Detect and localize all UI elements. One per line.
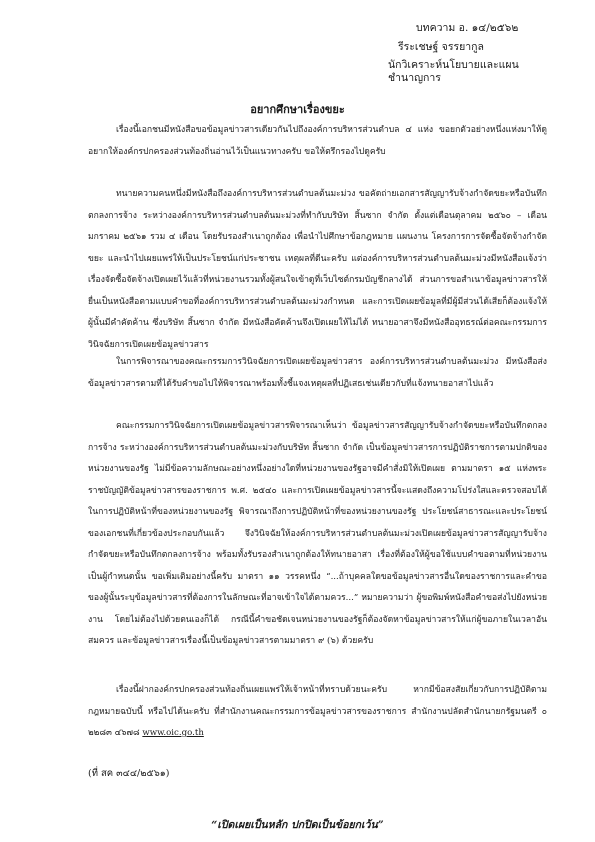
motto: “เปิดเผยเป็นหลัก ปกปิดเป็นข้อยกเว้น” [211,819,384,831]
doc-header [388,22,543,84]
paragraph-5-text: เรื่องนี้ฝากองค์กรปกครองส่วนท้องถิ่นเผยแพร่ให้เจ้าหน้าที่ทราบด้วยนะครับ หากมีข้อสงสัยเกี่ยวกับการปฏิบัติตามกฎหมายฉบับนี้ หรือไปได้นะครับ ที่สำนักงานคณะกรรมการข้อมูลข่าวสารของราชการ สำนักงานปลัดสำนักนายกรัฐมนตรี ๐ ๒๒๘๓ ๔๖๗๘ [88,685,547,738]
paragraph-4-text: คณะกรรมการวินิจฉัยการเปิดเผยข้อมูลข่าวสารพิจารณาเห็นว่า ข้อมูลข่าวสารสัญญารับจ้างกำจัดขยะหรือบันทึกตกลงการจ้าง ระหว่างองค์การบริหารส่วนตำบลต้นมะม่วงกับบริษัท สิ้นซาก จำกัด เป็นข้อมูลข่าวสารการปฏิบัติราชการตามปกติของหน่วยงานของรัฐ ไม่มีข้อความลักษณะอย่างหนึ่งอย่างใดที่หน่วยงานของรัฐอาจมีคำสั่งมิให้เปิดเผย ตามมาตรา ๑๕ แห่งพระราชบัญญัติข้อมูลข่าวสารของราชการ พ.ศ. ๒๕๔๐ และการเปิดเผยข้อมูลข่าวสารนี้จะแสดงถึงความโปร่งใสและตรวจสอบได้ในการปฏิบัติหน้าที่ของหน่วยงานของรัฐ พิจารณาถึงการปฏิบัติหน้าที่ของหน่วยงานของรัฐ ประโยชน์สาธารณะและประโยชน์ของเอกชนที่เกี่ยวข้องประกอบกันแล้ว จึงวินิจฉัยให้องค์การบริหารส่วนตำบลต้นมะม่วงเปิดเผยข้อมูลข่าวสารสัญญารับจ้างกำจัดขยะหรือบันทึกตกลงการจ้าง พร้อมทั้งรับรองสำเนาถูกต้องให้ทนายอาสา เรื่องที่ต้องให้ผู้ขอใช้แบบคำขอตามที่หน่วยงานเป็นผู้กำหนดนั้น ขอเพิ่มเติมอย่างนี้ครับ มาตรา ๑๑ วรรคหนึ่ง “...ถ้าบุคคลใดขอข้อมูลข่าวสารอื่นใดของราชการและคำขอของผู้นั้นระบุข้อมูลข่าวสารที่ต้องการในลักษณะที่อาจเข้าใจได้ตามควร...” หมายความว่า ผู้ขอพิมพ์หนังสือคำขอส่งไปยังหน่วยงาน โดยไม่ต้องไปด้วยตนเองก็ได้ กรณีนี้คำขอชัดเจนหน่วยงานของรัฐก็ต้องจัดหาข้อมูลข่าวสารให้แก่ผู้ขอภายในเวลาอันสมควร และข้อมูลข่าวสารเรื่องนี้เป็นข้อมูลข่าวสารตามมาตรา ๙ (๖) ด้วยครับ [88,421,547,646]
reference-number: (ที่ สค ๓๔๔/๒๕๖๑) [88,768,170,779]
paragraph-5 [88,680,547,745]
paragraph-2 [88,184,547,356]
doc-number: บทความ อ. ๑๔/๒๕๖๒ [416,22,519,34]
paragraph-3 [88,352,547,395]
website-link[interactable]: www.oic.go.th [142,728,204,738]
author-position: นักวิเคราะห์นโยบายและแผนชำนาญการ [388,59,519,84]
paragraph-4 [88,416,547,653]
paragraph-1-text: เรื่องนี้เอกชนมีหนังสือขอข้อมูลข่าวสารเดียวกันไปถึงองค์การบริหารส่วนตำบล ๔ แห่ง ขอยกตัวอย่างหนึ่งแห่งมาให้ดู อยากให้องค์กรปกครองส่วนท้องถิ่นอ่านไว้เป็นแนวทางครับ ขอให้ตรึกรองไปดูครับ [88,125,547,157]
paragraph-1 [88,120,547,163]
paragraph-3-text: ในการพิจารณาของคณะกรรมการวินิจฉัยการเปิดเผยข้อมูลข่าวสาร องค์การบริหารส่วนตำบลต้นมะม่วง มีหนังสือส่งข้อมูลข่าวสารตามที่ได้รับคำขอไปให้พิจารณาพร้อมทั้งชี้แจงเหตุผลที่ปฏิเสธเช่นเดียวกับที่แจ้งทนายอาสาไปแล้ว [88,357,547,389]
document-title: อยากศึกษาเรื่องขยะ [250,103,345,116]
paragraph-2-text: ทนายความคนหนึ่งมีหนังสือถึงองค์การบริหารส่วนตำบลต้นมะม่วง ขอคัดถ่ายเอกสารสัญญารับจ้างกำจัดขยะหรือบันทึกตกลงการจ้าง ระหว่างองค์การบริหารส่วนตำบลต้นมะม่วงที่ทำกับบริษัท สิ้นซาก จำกัด ตั้งแต่เดือนตุลาคม ๒๕๖๐ – เดือนมกราคม ๒๕๖๑ รวม ๔ เดือน โดยรับรองสำเนาถูกต้อง เพื่อนำไปศึกษาข้อกฎหมาย แผนงาน โครงการการจัดซื้อจัดจ้างกำจัดขยะ และนำไปเผยแพร่ให้เป็นประโยชน์แก่ประชาชน เหตุผลที่ดีนะครับ แต่องค์การบริหารส่วนตำบลต้นมะม่วงมีหนังสือแจ้งว่า เรื่องจัดซื้อจัดจ้างเปิดเผยไว้แล้วที่หน่วยงานรวมทั้งผู้สนใจเข้าดูที่เว็บไซต์กรมบัญชีกลางได้ ส่วนการขอสำเนาข้อมูลข่าวสารให้ยื่นเป็นหนังสือตามแบบคำขอที่องค์การบริหารส่วนตำบลต้นมะม่วงกำหนด และการเปิดเผยข้อมูลที่มีผู้มีส่วนได้เสียก็ต้องแจ้งให้ผู้นั้นมีคำคัดค้าน ซึ่งบริษัท สิ้นซาก จำกัด มีหนังสือคัดค้านจึงเปิดเผยให้ไม่ได้ ทนายอาสาจึงมีหนังสืออุทธรณ์ต่อคณะกรรมการวินิจฉัยการเปิดเผยข้อมูลข่าวสาร [88,189,547,350]
author-name: รีระเชษฐ์ จรรยากูล [398,40,484,53]
